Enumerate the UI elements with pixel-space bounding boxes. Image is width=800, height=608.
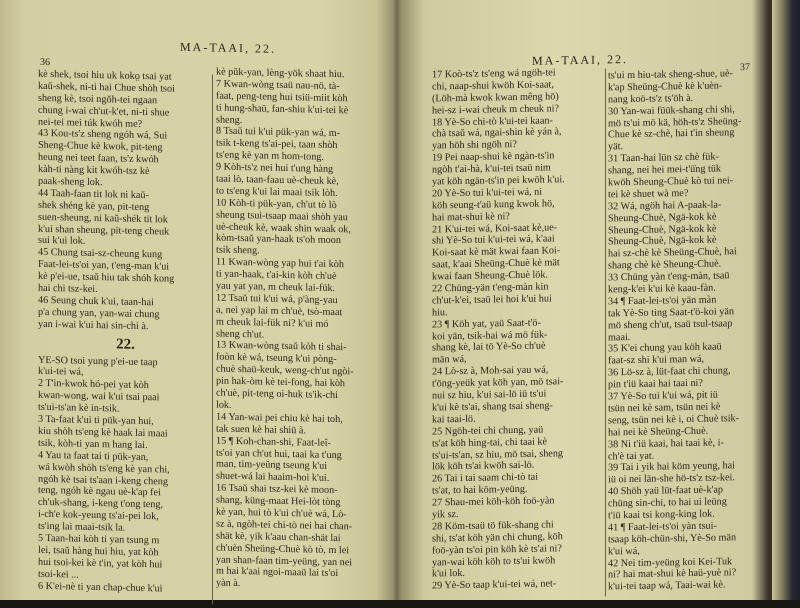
text-line: 33 Chüng yàn t'eng-màn, tsaü [608, 270, 730, 284]
text-line: 20 Yè-So tui k'ui-tei wá, ni [432, 186, 543, 200]
text-line: kaŭ-shek, ni-ti hai Chue shòh tsoi [38, 80, 175, 95]
text-line: nang koö-ts'z ts'öh à. [608, 92, 694, 106]
page-number: 37 [740, 61, 750, 74]
text-line: ch'è tai yat. [608, 450, 655, 462]
text-line: hei-sz i-wai cheuk m cheuk ni? [432, 102, 560, 117]
text-line: 17 Koò-ts'z ts'eng wá ngöh-tei [432, 67, 556, 81]
text-line: 10 Kòh-ti pük-yan, ch'ut tò lò [216, 197, 337, 211]
column-rule [212, 74, 213, 604]
text-line: tak Yè-So ting Saat-t'ö-koi yän [608, 306, 734, 320]
text-line: kai taai-lö. [432, 413, 476, 426]
text-line: köh seung-t'aü kung kwok hö, [432, 198, 555, 212]
text-line: k'ui kè ts'ai, shang tsai sheng- [432, 400, 553, 414]
text-line: 11 Kwan-wòng yap hui t'ai kòh [216, 256, 344, 271]
text-line: 42 Nei tim-yeüng koi Kei-Tuk [608, 555, 733, 569]
text-line: ts'at köh hing-tai, chi taai kè [432, 436, 547, 450]
text-line: ni? hai mat-shui kè haü-yuè ni? [608, 567, 737, 581]
text-line: kwai faan Sheung-Chuè lök. [432, 269, 548, 283]
text-line: uè-cheuk kè, waak shin waak ok, [216, 221, 351, 235]
text-line: hui tsoi-kei kè t'in, yat kòh hui [38, 556, 163, 571]
text-line: t'iü kaai tsi kong-king lok. [608, 508, 715, 522]
right-page [402, 0, 772, 600]
text-line: sheng ch'ut. [216, 328, 265, 341]
text-line: ch'uèn Sheüng-Chuè kò tò, m lei [216, 542, 350, 556]
text-line: hiu. [432, 307, 448, 319]
text-line: 35 K'ei chung yau köh kaaü [608, 341, 722, 355]
text-line: yan shan-faan tim-yeüng, yan nei [216, 554, 353, 568]
text-line: 26 Tai i tai saam chi-tò tai [432, 471, 539, 485]
book-spine [392, 0, 402, 600]
text-line: m cheuk lai-fük ni? k'ui mó [216, 316, 329, 330]
text-line: 38 Ni t'iü kaai, hai taai kè, i- [608, 436, 724, 451]
text-line: t'öng-yeük yat köh yan, mö tsai- [432, 376, 564, 390]
text-line: chi, naap-shui kwöh Koi-saat, [432, 79, 554, 93]
text-line: 29 Yè-So taap k'ui-tei wá, net- [432, 578, 557, 592]
text-line: faat-sz shi k'ui man wá, [608, 354, 705, 367]
text-line: Sheung-Chuè, Ngä-kok kè [608, 211, 717, 225]
text-line: ts'at, to hai köm-yeüng. [432, 483, 528, 497]
text-line: män wá, [432, 354, 467, 366]
text-line: 6 K'ei-nè ti yan chap-chue k'ui [38, 580, 163, 594]
text-line: ti yan-haak, t'ai-kin kòh ch'uè [216, 268, 337, 283]
running-head: MA-TAAI, 22. [180, 39, 277, 56]
text-line: ts'ui m hiu-tak sheng-shue, uè- [608, 68, 733, 82]
text-line: 37 Yè-So tui k'ui wá, pit iü [608, 389, 718, 403]
text-line: sz à, ngòh-tei chi-tò nei hai chan- [216, 518, 353, 533]
text-line: taai lò, taan-faau uè-cheuk kè, [216, 173, 339, 188]
text-line: pin hak-òm kè tei-fong, hai kòh [216, 375, 346, 390]
text-line: ts'ing lai maai-tsik la. [38, 520, 126, 534]
text-line: yau yat yan, m cheuk lai-fük. [216, 280, 336, 295]
text-line: chà tsaŭ wá, ngai-shin kè yán à, [432, 126, 562, 140]
text-line: sheung tsui-tsaap maai shòh yau [216, 209, 348, 223]
page-number: 36 [40, 56, 50, 69]
text-line: 27 Shau-mei köh-köh foö-yàn [432, 495, 555, 509]
text-line: yan i-wai k'ui hai sin-chi à. [38, 318, 149, 332]
text-line: 3 Ta-faat k'ui ti pük-yan hui, [38, 413, 154, 428]
text-line: sui k'ui lok. [38, 235, 86, 248]
text-line: YE-SO tsoi yung p'ei-ue taap [38, 354, 158, 368]
text-line: ts'eng kè yan m hom-tong. [216, 149, 324, 164]
text-line: i-ch'e kok-yeung ts'ai-pei lok, [38, 508, 159, 523]
text-line: pin t'iü kaai hai taai ni? [608, 377, 703, 391]
text-line: 24 Lò-sz à, Moh-sai yau wá, [432, 364, 549, 378]
text-line: iü oi nei län-she hö-ts'z tsz-kei. [608, 472, 735, 486]
text-line: Sheng-Chue kè kwok, pit-teng [38, 140, 163, 154]
text-line: 13 Kwan-wòng tsaŭ kòh ti shai- [216, 340, 347, 354]
text-line: Chue kè sz-chè, hai t'in sheung [608, 127, 735, 141]
text-line: lei, tsaŭ hàng hui hiu, yat kòh [38, 544, 159, 559]
text-line: sheng kè, tsoi ngŏh-tei ngaan [38, 92, 158, 107]
text-line: m hai k'aai ngoi-maaü lai ts'oi [216, 565, 339, 580]
text-line: teng, ngóh kè ngau uè-k'ap fei [38, 485, 161, 499]
text-line: 8 Tsaŭ tui k'ui pük-yan wá, m- [216, 125, 341, 140]
text-line: 5 Taan-hai kòh ti yan tsung m [38, 532, 160, 547]
text-line: 15 ¶ Koh-chan-shi, Faat-leî- [216, 435, 331, 449]
text-line: shi, ts'at köh yän chi chung, köh [432, 530, 563, 545]
text-line: Sheung-Chuè, Ngä-kok kè [608, 234, 717, 248]
text-line: paak-sheng lok. [38, 175, 103, 189]
text-line: 32 Wá, ngöh hai A-paak-la- [608, 199, 722, 213]
left-page [0, 0, 392, 608]
text-line: faat, peng-teng hui tsiü-miit kòh [216, 90, 348, 105]
text-line: 30 Yan-wai füük-shang chi shi, [608, 103, 735, 118]
text-line: ch'uè, pit-teng oi-huk ts'ik-chi [216, 387, 338, 402]
text-line: Sheung-Chuè, Ngä-kok kè [608, 223, 717, 236]
text-line: yàn à. [216, 577, 241, 590]
text-line: man, tim-yeŭng tseung k'ui [216, 458, 328, 473]
text-line: 4 Yau ta faat tai ti pük-yan, [38, 449, 149, 463]
text-line: 41 ¶ Faat-lei-ts'oi yàn tsui- [608, 520, 717, 534]
text-line: kàh-ti nàng kit kwóh-tsz kè [38, 163, 150, 178]
text-line: mö sheng ch'ut, tsaü tsul-tsaap [608, 317, 733, 332]
text-line: wá kwòh shòh ts'eng kè yan chi, [38, 461, 170, 476]
text-line: saat, k'aai Sheüng-Chuè kè mät [432, 257, 560, 271]
right-page-column-2 [608, 68, 770, 594]
text-line: tsün nei kè sam, tsün nei kè [608, 401, 721, 415]
text-line: Koi-saat kè mät kwai faan Koi- [432, 245, 561, 259]
text-line: 28 Köm-tsaü tö fük-shang chi [432, 519, 554, 533]
text-line: 16 Tsaŭ shai tsz-kei kè moon- [216, 482, 338, 497]
text-line: 25 Ngöh-tei chi chung, yaü [432, 424, 544, 438]
text-line: ts'oi yan ch'ut hui, taai ka t'ung [216, 447, 342, 461]
text-line: ch'uk-shang, i-keng t'ong teng, [38, 497, 164, 511]
text-line: tsik t-keng ts'ai-pei, taan shòh [216, 137, 338, 152]
text-line: 14 Yan-wai pei chiu kè hai toh, [216, 411, 343, 426]
text-line: 39 Tai i yik hai köm yeung, hai [608, 460, 735, 474]
text-line: lök köh ts'ai kwöh sai-lö. [432, 460, 535, 473]
text-line: 7 Kwan-wòng tsaü nau-nö, tà- [216, 78, 340, 93]
text-line: chuè shaü-keuk, weng-ch'ut ngòi- [216, 363, 354, 378]
text-line: kòm-tsaŭ yan-haak ts'oh moon [216, 232, 341, 247]
running-head: MA-TAAI, 22. [532, 52, 629, 68]
text-line: ts'ui-ts'an, sz hiu, mö tsai, sheng [432, 447, 564, 461]
left-page-column-2 [216, 67, 386, 594]
text-line: k'ui shan sheung, pit-teng cheuk [38, 223, 170, 238]
text-line: k'ui wá, [608, 545, 640, 558]
text-line: shek shéng kè yan, pit-teng [38, 199, 150, 213]
text-line: shät kè, yik k'aau chan-shät lai [216, 530, 341, 544]
text-line: ngóh kè tsai ts'aan i-keng cheng [38, 473, 168, 488]
text-line: ti hung-shaü, fan-shiu k'ui-tei kè [216, 102, 349, 116]
text-line: tsik, kòh-ti yan m hang lai. [38, 437, 148, 451]
text-line: foö-yàn ts'oi pin köh kè ts'ai ni? [432, 542, 562, 557]
text-line: ngòh t'ai-hà, k'ui-tei tsaü nim [432, 162, 551, 176]
text-line: (Löh-mà kwok kwan mêng hö) [432, 91, 559, 105]
text-line: 2 T'in-kwok hó-pei yat kòh [38, 378, 149, 392]
text-line: tsaap köh-chün-shi, Yè-So män [608, 531, 737, 546]
text-line: lok. [216, 399, 232, 411]
book-cover-edge [772, 0, 800, 600]
text-line: 21 K'ui-tei wá, Koi-saat kè,ue- [432, 221, 558, 236]
text-line: 45 Chung tsai-sz-cheung kung [38, 247, 163, 261]
text-line: 22 Chüng-yän t'eng-màn kin [432, 281, 549, 295]
text-line: kè shek, tsoi hiu uk koko̤ tsai yat [38, 68, 172, 83]
text-line: p'a chung yan, yan-wai chung [38, 306, 160, 321]
text-line: to ts'eng k'ui lai maai tsik lòh. [216, 185, 338, 199]
chapter-heading: 22. [116, 336, 135, 353]
text-line: sheng. [216, 114, 243, 126]
text-line: ch'ut-k'ei, tsaü lei hoi k'ui hui [432, 293, 552, 307]
text-line: koi yän, tsik-hai wá mö fük- [432, 329, 548, 343]
text-line: suen-sheung, ni kaŭ-shék tit lok [38, 211, 168, 226]
text-line: kwan-wong, wai k'ui tsai paai [38, 390, 160, 404]
text-line: foòn kè wá, tseung k'ui pòng- [216, 351, 337, 366]
text-line: chung i-wai ch'ut-k'et, ni-ti shue [38, 104, 170, 119]
text-line: a, nei yap lai m ch'uè, tsò-maat [216, 304, 343, 318]
text-line: hai mat-shui kè ni? [432, 210, 510, 224]
text-line: 36 Lö-sz à, lüt-faat chi chung, [608, 365, 731, 379]
text-line: tei kè shuet wà me? [608, 187, 689, 201]
text-line: 34 ¶ Faat-lei-ts'oi yän màn [608, 294, 717, 308]
text-line: 46 Seung chuk k'ui, taan-hai [38, 294, 154, 309]
text-line: maai. [608, 331, 631, 343]
text-line: tsoi-kei ... [38, 568, 82, 581]
text-line: 44 Taah-faan tit lok ni kaŭ- [38, 187, 149, 202]
text-line: kiu shòh ts'eng kè haak lai maai [38, 425, 168, 440]
text-line: shang, küng-maat Hei-lòt tòng [216, 494, 341, 509]
text-line: chüng sin-chi, to hai ui leüng [608, 496, 727, 510]
text-line: k'ap Sheüng-Chuè kè k'uèn- [608, 80, 723, 94]
left-page-column-1 [38, 69, 213, 596]
text-line: ts'ui-ts'an kè in-tsik. [38, 401, 120, 415]
text-line: heung nei teet faan, ts'z kwóh [38, 152, 159, 166]
text-line: shang chè kè Sheung-Chuè. [608, 258, 722, 272]
text-line: k'ui-tei taap wá, Taai-wai kè. [608, 579, 726, 593]
text-line: k'ui lok. [432, 568, 465, 580]
text-line: nei-tei mei túk kwóh me? [38, 116, 143, 130]
text-line: yat köh ngän-ts'in pei kwöh k'ui. [432, 174, 565, 188]
right-page-column-1 [432, 66, 604, 592]
text-line: Faat-lei-ts'oi yan, t'eng-man k'ui [38, 259, 170, 273]
text-line: kè yan, hui tò k'ui ch'uè wá, Lò- [216, 506, 347, 521]
text-line: shi Yè-So tui k'ui-tei wá, k'aai [432, 233, 555, 247]
text-line: yan höh shi ngöh ni? [432, 139, 517, 152]
text-line: seng, tsün nei kè i, oi Chuè tsik- [608, 412, 740, 427]
text-line: 18 Yè-So chi-tò k'ui-tei kaan- [432, 114, 553, 129]
text-line: shang, nei hei mei-t'ü̇ng tük [608, 163, 722, 177]
text-line: shang kè, lai tö Yè-So ch'uè [432, 340, 546, 354]
column-rule [605, 68, 606, 596]
text-line: tsik sheng. [216, 244, 260, 257]
text-line: 9 Kòh-ts'z nei hui t'ung hàng [216, 161, 334, 176]
text-line: k'ui-tei wá, [38, 366, 84, 379]
text-line: shuet-wá lai haaim-hoi k'ui. [216, 470, 330, 485]
text-line: hai chi tsz-kei. [38, 282, 98, 296]
text-line: yät. [608, 141, 623, 153]
text-line: keng-k'ei k'ui kè kaau-fàn. [608, 282, 716, 296]
text-line: hai nei kè Sheüng-Chuè. [608, 425, 709, 439]
text-line: 12 Tsaŭ tui k'ui wá, p'àng-yau [216, 292, 338, 306]
text-line: 19 Pei naap-shui kè ngàn-ts'in [432, 150, 555, 164]
text-line: hai sz-chè kè Sheüng-Chuè, hai [608, 246, 737, 260]
text-line: 40 Shöh yaü lüt-faat uè-k'ap [608, 484, 723, 498]
text-line: nui sz hiu, k'ui sai-lö iü ts'ui [432, 388, 547, 402]
text-line: yan-wai köh köh to ts'ui kwöh [432, 554, 556, 568]
text-line: mö ts'ui mö kä, höh-ts'z Sheüng- [608, 115, 742, 129]
text-line: kwöh Sheung-Chuè kò tui nei- [608, 175, 734, 189]
text-line: kè pŭk-yan, lèng-yök shaat hiu. [216, 66, 345, 81]
text-line: kè p'ei-ue, tsaŭ hiu tak shóh kong [38, 270, 175, 285]
text-line: 31 Taan-hai lün sz chè fük- [608, 151, 719, 165]
text-line: 43 Kou-ts'z sheng ngóh wá, Sui [38, 128, 168, 142]
text-line: 23 ¶ Köh yat, yaü Saat-t'ö- [432, 317, 541, 331]
text-line: tak suen kè hai shiü à. [216, 423, 306, 437]
text-line: yik sz. [432, 508, 459, 521]
